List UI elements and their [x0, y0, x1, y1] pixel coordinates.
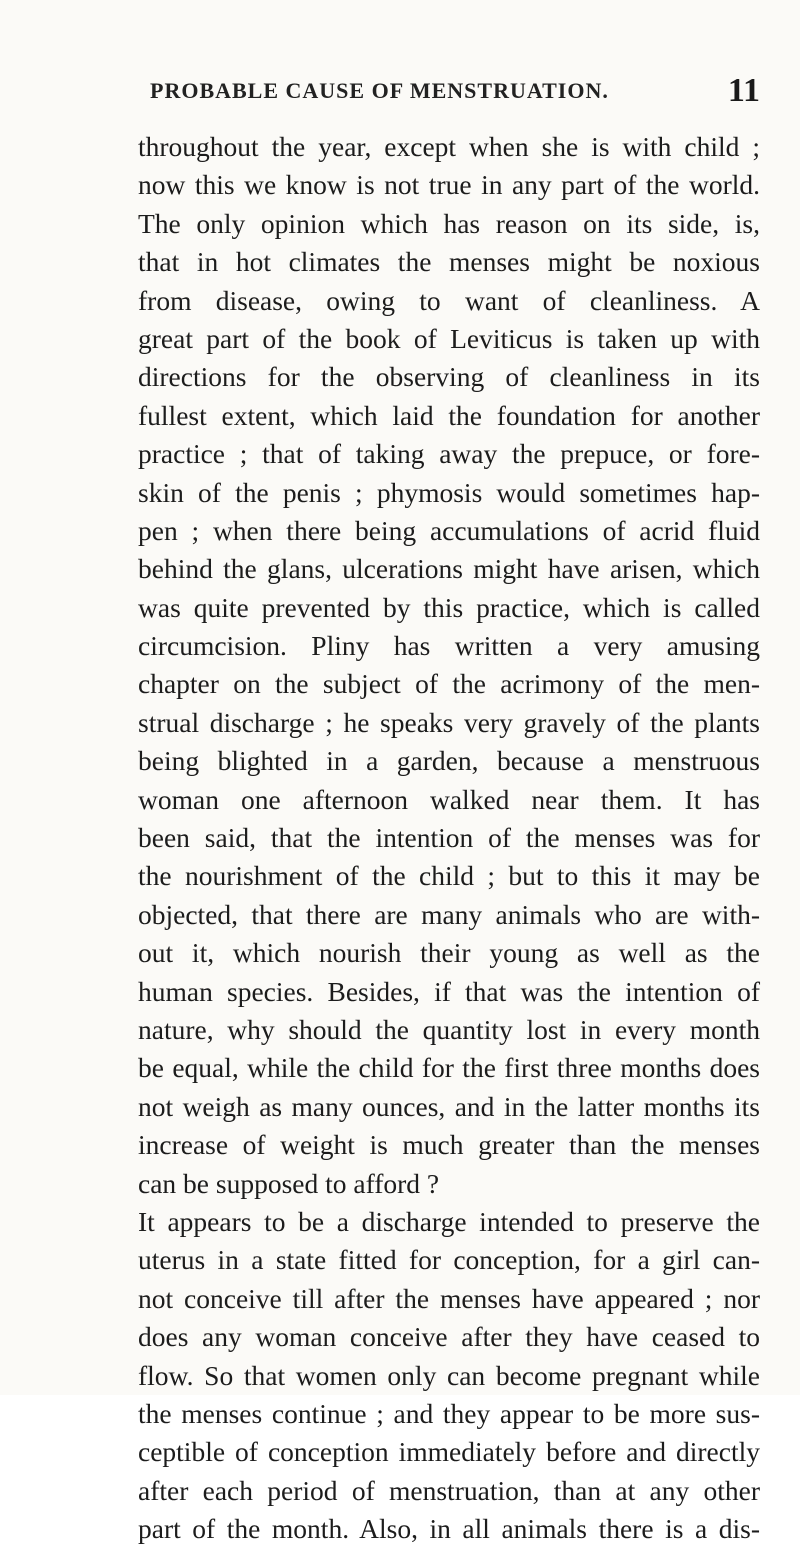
text-line: from disease, owing to want of cleanliness. A — [138, 284, 760, 316]
text-line: chapter on the subject of the acrimony of the men- — [138, 668, 760, 700]
text-line: was quite prevented by this practice, which is called — [138, 591, 760, 623]
text-line: strual discharge ; he speaks very gravely of the plants — [138, 706, 760, 738]
text-line: flow. So that women only can become pregnant while — [138, 1359, 760, 1391]
text-line: not weigh as many ounces, and in the latter months its — [138, 1090, 760, 1122]
text-line: The only opinion which has reason on its side, is, — [138, 207, 760, 239]
text-line: fullest extent, which laid the foundation for another — [138, 399, 760, 431]
text-line: part of the month. Also, in all animals there is a dis- — [138, 1513, 760, 1545]
text-line: objected, that there are many animals who are with- — [138, 898, 760, 930]
text-line: skin of the penis ; phymosis would sometimes hap- — [138, 476, 760, 508]
text-line: does any woman conceive after they have ceased to — [138, 1321, 760, 1353]
text-line: throughout the year, except when she is with child ; — [138, 131, 760, 162]
text-line: that in hot climates the menses might be noxious — [138, 246, 760, 278]
text-line: out it, which nourish their young as well as the — [138, 937, 760, 969]
text-line: after each period of menstruation, than at any other — [138, 1474, 760, 1506]
text-line: the menses continue ; and they appear to be more sus- — [138, 1397, 760, 1429]
text-line: woman one afternoon walked near them. It has — [138, 783, 760, 815]
text-line: nature, why should the quantity lost in every month — [138, 1013, 760, 1045]
text-line: been said, that the intention of the menses was for — [138, 822, 760, 854]
body-text — [138, 128, 760, 1548]
text-line: pen ; when there being accumulations of acrid fluid — [138, 514, 760, 546]
text-line: now this we know is not true in any part of the world. — [138, 169, 760, 201]
text-line: behind the glans, ulcerations might have arisen, which — [138, 553, 760, 585]
text-line: uterus in a state fitted for conception, for a girl can- — [138, 1244, 760, 1276]
text-line: the nourishment of the child ; but to this it may be — [138, 860, 760, 892]
running-title: PROBABLE CAUSE OF MENSTRUATION. — [150, 78, 609, 103]
text-line: ceptible of conception immediately before and directly — [138, 1436, 760, 1468]
page-number: 11 — [727, 72, 760, 109]
text-line: great part of the book of Leviticus is taken up with — [138, 322, 760, 354]
text-line: human species. Besides, if that was the intention of — [138, 975, 760, 1007]
text-line: be equal, while the child for the first three months does — [138, 1052, 760, 1084]
text-line: not conceive till after the menses have appeared ; nor — [138, 1282, 760, 1314]
text-line: practice ; that of taking away the prepuce, or fore- — [138, 438, 760, 470]
text-line: It appears to be a discharge intended to preserve the — [138, 1205, 760, 1237]
text-line: circumcision. Pliny has written a very amusing — [138, 630, 760, 662]
text-line: increase of weight is much greater than the menses — [138, 1129, 760, 1161]
text-line: being blighted in a garden, because a menstruous — [138, 745, 760, 777]
running-head — [150, 72, 760, 112]
text-line: directions for the observing of cleanliness in its — [138, 361, 760, 393]
text-line: can be supposed to afford ? — [138, 1167, 440, 1199]
